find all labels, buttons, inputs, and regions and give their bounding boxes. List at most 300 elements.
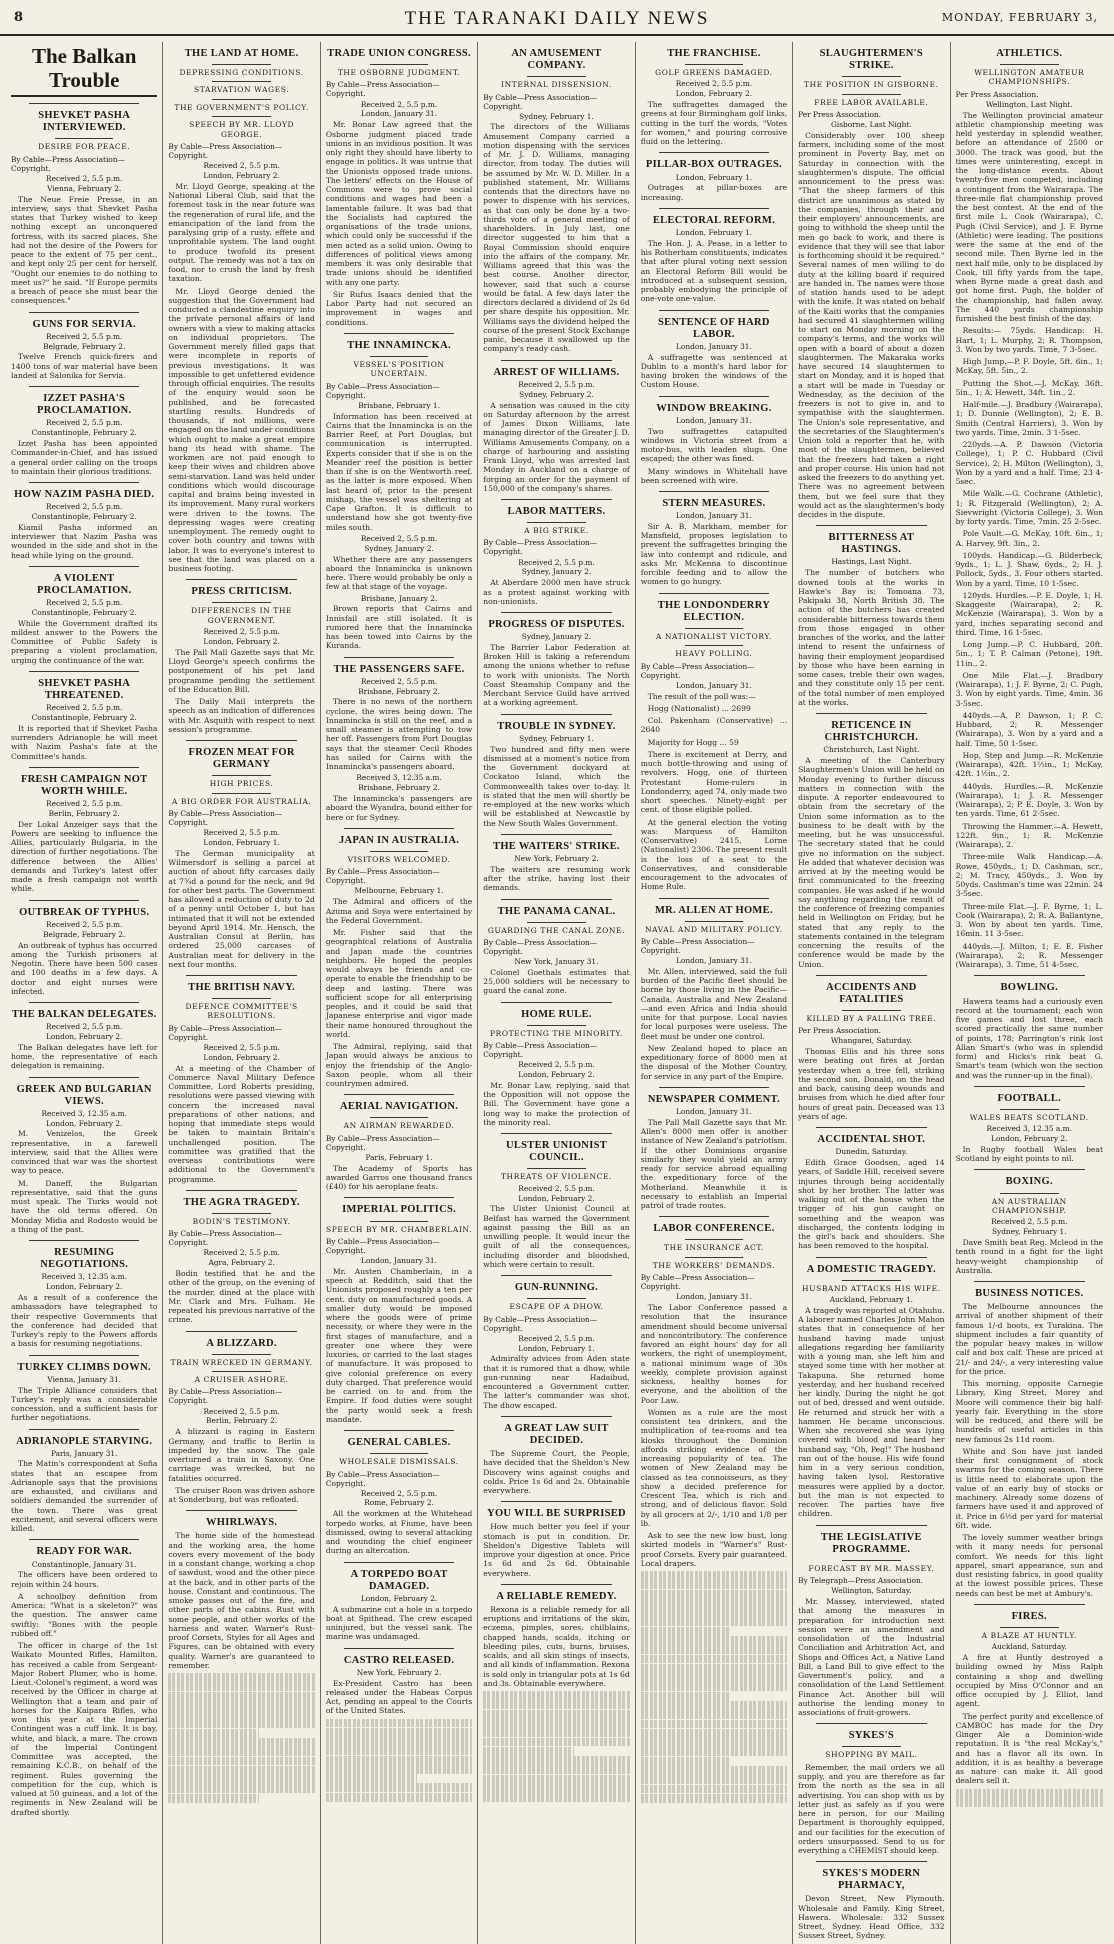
article-subheading: BODIN'S TESTIMONY. (192, 1216, 291, 1226)
article-dateline: Sydney, February 1. (519, 111, 594, 121)
subhead-rule (370, 851, 428, 852)
article-headline: MR. ALLEN AT HOME. (654, 904, 773, 916)
article-headline: THE BALKAN DELEGATES. (11, 1009, 157, 1021)
article-paragraph: 440yds.—A. P. Dawson, 1; P. C. Hubbard, 2; R. Messenger (Wairarapa), 3. Won by a yard and a half. Time, 50 1-5sec. (955, 710, 1103, 748)
article-paragraph: A suffragette was sentenced at Dublin to a month's hard labor for having broken the windows of the Custom House. (640, 352, 788, 390)
article-paragraph: The Triple Alliance considers that Turkey's reply was a considerable concession, and a sufficient basis for further negotiations. (11, 1385, 158, 1423)
section-rule (344, 333, 454, 334)
type-texture-line (326, 1774, 417, 1783)
section-rule (659, 310, 769, 311)
article-subheading: WHOLESALE DISMISSALS. (339, 1457, 459, 1467)
article-paragraph: Long Jump.—P. C. Hubbard, 20ft. 5in., 1; T. P. Calman (Petone), 19ft. 11in., 2. (955, 640, 1103, 668)
article-paragraph: There is no news of the northern cyclone, the wires being down. The Innamincka is still on the reef, and a small steamer is attempting to tow her off. Passengers from Port Douglas says that the steamer Cecil Rhodes has sailed for Cairns with the Innamincka's passengers aboard. (325, 697, 473, 772)
subhead-rule (527, 1025, 585, 1026)
article-paragraph: In Rugby football Wales beat Scotland by eight points to nil. (955, 1144, 1103, 1164)
article-paragraph: Thomas Ellis and his three sons were beating out fires at Jordan yesterday when a tree fell, striking the second son, Donald, on the head and back, causing deep wounds and bruises from which he died after four hours of great pain. Deceased was 13 years of age. (798, 1047, 945, 1121)
article-headline: LABOR CONFERENCE. (653, 1223, 775, 1235)
article-paragraph: Mr. Austen Chamberlain, in a speech at Redditch, said that the Unionists proposed roughly a ten per cent. duty on manufactured goods. A smaller duty would be imposed where the goods were of prime necessity, or where they were in the first stages of manufacture, and a greater one where they were luxuries, or carried to the last stages of manufacture. It was proposed to give colonial preference on every duty charged. That preference would be carried on to and from the Empire. If food duties were sought the party would seek a fresh mandate. (325, 1266, 473, 1424)
article-paragraph: Mr. Allen, interviewed, said the full burden of the Pacific fleet should be borne by those living in the Pacific—Canada, Australia and New Zealand—and even Africa and India should unite for that purpose. Local navies for local purposes were useless. The fleet must be under one control. (640, 966, 788, 1041)
article-paragraph: While the Government drafted its mildest answer to the Powers the Committee of Public Safety is preparing a violent proclamation, urging the continuance of the war. (11, 618, 158, 665)
article-byline: By Cable—Press Association—Copyright. (325, 80, 440, 99)
article-headline: IZZET PASHA'S PROCLAMATION. (37, 393, 132, 417)
received-time: Received 2, 5.5 p.m. (46, 502, 123, 512)
article-headline: A DOMESTIC TRAGEDY. (806, 1263, 936, 1275)
article-paragraph: 440yds.—J. Milton, 1; E. E. Fisher (Wairarapa), 2; R. Messenger (Wairarapa), 3. Time, 51 4-5sec. (955, 941, 1103, 970)
article-dateline: Brisbane, February 2. (358, 783, 440, 793)
article-paragraph: The German municipality at Wilmersdorf is selling a parcel at auction of about fifty carcases daily at 7¾d a pound for the neck, and 9d for other best parts. The Government has allowed a reduction of duty to 2d of a penny until October 1, but has intimated that it will not be extended beyond April 1914. Mr. Hensch, the Australian Consul at Berlin, has ordered 25,000 carcases of Australian meat for delivery in the next four months. (168, 848, 315, 969)
article-subheading: INTERNAL DISSENSION. (501, 80, 612, 90)
article-headline: PRESS CRITICISM. (191, 586, 292, 598)
received-time: Received 3, 12.35 a.m. (986, 1124, 1073, 1134)
article-dateline: Constantinople, February 2. (31, 428, 137, 438)
article-paragraph: The officers have been ordered to rejoin within 24 hours. (11, 1570, 158, 1589)
article-subheading: THE INSURANCE ACT. (663, 1243, 764, 1253)
type-texture-line (641, 1664, 787, 1673)
article-subheading: THE OSBORNE JUDGMENT. (337, 68, 461, 78)
article-dateline: London, February 2. (675, 89, 753, 99)
type-texture-line (641, 1794, 787, 1803)
news-article (956, 1169, 1103, 1275)
article-paragraph: 120yds. Hurdles.—P. E. Doyle, 1; H. Skaggeste (Wairarapa), 2; R. McKenzie (Wairarapa), 3. Won by a yard, inches separating second and third. Time, 16 1-5sec. (955, 590, 1103, 637)
article-subheading: THREATS OF VIOLENCE. (500, 1172, 613, 1182)
subhead-rule (212, 99, 270, 100)
type-texture-line (641, 1571, 787, 1580)
article-byline: By Cable—Press Association—Copyright. (168, 1387, 283, 1406)
article-dateline: London, February 1. (203, 837, 280, 847)
news-article (641, 1408, 787, 1568)
news-article (11, 312, 157, 381)
article-paragraph: Der Lokal Anzeiger says that the Powers are seeking to influence the Allies, particularly Bulgaria, in the direction of further negotiations. The difference between the Allies' demands and Turkey's latest offer made a fresh campaign not worth while. (11, 819, 158, 894)
article-headline: THE AGRA TRAGEDY. (183, 1196, 300, 1208)
news-article (11, 566, 157, 665)
type-texture-line (641, 1608, 787, 1617)
news-article (326, 595, 472, 651)
article-byline: By Cable—Press Association—Copyright. (483, 538, 598, 557)
type-texture-line (641, 1775, 787, 1784)
section-rule (501, 612, 611, 613)
article-paragraph: Whether there are any passengers aboard the Innamincka is unknown here. There would probably be only a few at that stage of the voyage. (325, 554, 473, 592)
article-dateline: New York, February 2. (514, 853, 599, 863)
article-paragraph: The lovely summer weather brings with it many needs for personal comfort. We needs for this light apparel, smart appearance, sun and dust resisting fabrics, in good quality at the lowest possible prices. These needs can best be met at Ambury's. (955, 1533, 1103, 1598)
type-texture-line (483, 1700, 629, 1709)
news-article (483, 714, 629, 828)
article-subheading: A BIG STRIKE. (524, 526, 589, 536)
section-rule (659, 593, 769, 594)
subhead-rule (212, 1371, 270, 1372)
article-headline: ADRIANOPLE STARVING. (16, 1435, 153, 1447)
section-rule (974, 975, 1085, 976)
article-headline: PROGRESS OF DISPUTES. (488, 619, 625, 630)
article-dateline: Sydney, February 1. (991, 1227, 1067, 1237)
news-article (168, 740, 314, 969)
type-texture-line (641, 1636, 787, 1645)
article-subheading: FREE LABOR AVAILABLE. (814, 97, 929, 107)
article-paragraph: The Innamincka's passengers are aboard the Wyandra, bound either for here or for Sydney. (325, 794, 473, 822)
news-article (11, 103, 157, 305)
article-paragraph: Mr. Bonar Law, replying, said that the Opposition will not oppose the Bill. The Government have gone a long way to make the protection of the minority real. (483, 1080, 630, 1127)
news-article (483, 1002, 629, 1128)
article-paragraph: 220yds.—A. P. Dawson (Victoria College), 1; P. C. Hubbard (Civil Service), 2; H. Milton (Wellington), 3. Won by a yard and a half. Time, 23 4-5sec. (955, 440, 1103, 487)
article-dateline: Melbourne, February 1. (354, 886, 444, 896)
news-article (483, 1133, 629, 1269)
article-headline: SHEVKET PASHA INTERVIEWED. (38, 110, 131, 134)
article-paragraph: Admiralty advices from Aden state that it is rumored that a dhow, while gun-running near Hadaibud, encountered a Government cutter. The latter's commander was shot. The dhow escaped. (483, 1354, 630, 1410)
article-headline: THE BRITISH NAVY. (188, 982, 296, 993)
type-texture-line (483, 1738, 629, 1747)
article-headline: ACCIDENTS AND FATALITIES (826, 981, 917, 1005)
article-paragraph: At a meeting of the Chamber of Commerce Naval Military Defence Committee, Lord Roberts presiding, resolutions were passed viewing with concern the increased naval preparations of other nations, and hoping that immediate steps would be taken to maintain Britain's unchallenged position. The committee was gratified that the overseas contributions were additional to the Government's programme. (168, 1063, 315, 1184)
article-subheading: AN AUSTRALIAN CHAMPIONSHIP. (991, 1196, 1067, 1215)
article-dateline: London, January 31. (675, 680, 752, 690)
article-headline: GREEK AND BULGARIAN VIEWS. (16, 1083, 152, 1107)
type-texture-line (641, 1720, 787, 1729)
type-texture-line (641, 1655, 787, 1664)
article-dateline: Paris, January 31. (50, 1448, 118, 1458)
article-byline: By Cable—Press Association—Copyright. (11, 154, 125, 173)
received-time: Received 2, 5.5 p.m. (203, 1042, 280, 1052)
section-rule (501, 499, 611, 500)
news-article (483, 834, 629, 893)
article-headline: THE PASSENGERS SAFE. (333, 663, 465, 675)
news-article (483, 1416, 629, 1495)
subhead-rule (842, 94, 900, 95)
article-dateline: Belgrade, February 2. (43, 929, 126, 939)
article-paragraph: Mr. Lloyd George, speaking at the National Liberal Club, said that the foremost task in the near future was the regeneration of rural life, and the emancipation of the land from the paralysing grip of a rusty, effete and unprofitable system. The land ought to produce twofold its present output. The remedy was not a tax on food, nor to crush the land by fresh taxation. (168, 181, 315, 284)
article-dateline: New York, February 2. (356, 1667, 442, 1677)
section-rule (186, 1510, 296, 1511)
section-rule (501, 714, 611, 715)
section-rule (501, 1275, 611, 1276)
type-texture-line (641, 1692, 732, 1701)
news-article (168, 975, 314, 1184)
article-paragraph: Information has been received at Cairns that the Innamincka is on the Barrier Reef, at Port Douglas, but communication is interrupted. Experts consider that if she is on the Meander reef the position is better than if she is on the Wentworth reef, as the latter is more exposed. When last heard of, prior to the present mishap, the vessel was sheltering at Cape Grafton. It is difficult to understand how she got twenty-five miles south. (325, 411, 473, 532)
section-rule (29, 103, 139, 104)
section-rule (29, 566, 139, 567)
article-headline: THE LEGISLATIVE PROGRAMME. (820, 1531, 922, 1555)
type-texture-line (956, 1798, 1103, 1807)
news-article (641, 310, 787, 390)
article-dateline: Belgrade, February 2. (43, 341, 126, 351)
article-headline: THE LONDONDERRY ELECTION. (657, 599, 771, 623)
article-dateline: London, February 2. (991, 1134, 1068, 1144)
article-dateline: Sydney, January 2. (521, 567, 592, 577)
article-dateline: London, January 31. (675, 1292, 752, 1302)
article-dateline: London, January 31. (361, 109, 437, 119)
article-paragraph: Half-mile.—J. Bradbury (Wairarapa), 1; D. Dunnie (Wellington), 2; E. B. Smith (Central Harriers), 3. Won by two yards. Time, 2min. 3 1-5sec. (955, 400, 1103, 437)
article-paragraph: Considerably over 100 sheep farmers, including some of the most prominent in Poverty Bay, met on Saturday in connection with the slaughtermen's dispute. The official announcement to the press was: "That the sheep farmers of this district are unanimous as stated by the companies, through their and their employers' announcements, are going to withhold the sheep until the men go back to work, and there is evidence that they will see that labor is forthcoming should it be required." Several names of men willing to do duty at the killing board if required are handed in. The names were those of station hands used to be adept with the knife. It was stated on behalf of the Kaiti works that the companies had secured 41 slaughtermen willing to start on Monday morning on the company's terms, and the works will open with a board of about a dozen slaughtermen. The Makaraka works have secured 14 slaughtermen to start on Monday, and it is hoped that a start will be made in Tuesday or Wednesday, as the decision of the freezers is not to give in, and to sympathise with the slaughtermen. The Union's sole representative, and the secretaries of the Slaughtermen's Union told a reporter that he, with most of the slaughtermen, believed that the freezers had taken a right and proper course. His union had not asked the freezers to do anything yet. There was no agreement between them, but we feel sure that they would act as the slaughtermen's body decides in the dispute. (798, 130, 945, 520)
news-article (798, 1861, 944, 1940)
article-byline: By Cable—Press Association—Copyright. (483, 1314, 598, 1333)
article-dateline: Paris, February 1. (365, 1152, 433, 1162)
subhead-rule (842, 76, 900, 77)
article-headline: NEWSPAPER COMMENT. (647, 1093, 781, 1105)
article-paragraph: The Academy of Sports has awarded Garros one thousand francs (£40) for his aeroplane feats. (325, 1163, 473, 1192)
article-paragraph: The Admiral and officers of the Azuma and Soya were entertained by the Federal Government. (325, 897, 473, 925)
section-rule (29, 900, 139, 901)
type-texture-line (483, 1710, 629, 1719)
article-dateline: London, January 31. (675, 956, 752, 965)
page-header (0, 0, 1114, 36)
section-rule (816, 975, 926, 976)
received-time: Received 2, 5.5 p.m. (46, 1022, 123, 1032)
type-texture-line (168, 1757, 314, 1766)
article-headline: TURKEY CLIMBS DOWN. (17, 1361, 151, 1373)
column-6 (793, 42, 950, 1944)
article-paragraph: Twelve French quick-firers and 1400 tons of war material have been landed at Salonika for Servia. (11, 352, 158, 380)
type-texture-line (483, 1728, 629, 1737)
article-headline: IMPERIAL POLITICS. (342, 1204, 457, 1216)
section-rule (659, 491, 769, 492)
article-headline: LABOR MATTERS. (507, 506, 606, 517)
news-article (11, 1592, 157, 1817)
article-headline: RETICENCE IN CHRISTCHURCH. (824, 720, 919, 744)
article-paragraph: Devon Street, New Plymouth. Wholesale and Family. King Street, Hawera. Wholesale: 332 Sussex Street, Sydney. Head Office, 332 Sussex Street, Sydney. (798, 1894, 945, 1941)
type-texture-line (168, 1766, 314, 1775)
article-subheading: DIFFERENCES IN THE GOVERNMENT. (191, 606, 293, 625)
subhead-rule (685, 64, 743, 65)
section-rule (816, 525, 926, 526)
news-article (326, 48, 472, 327)
article-paragraph: The perfect purity and excellence of CAMBOC has made for the Dry Ginger Ale a Dominion-wide reputation. It is "the real McKay's," and has a flavor all its own. In addition, it is as healthy a beverage as nature can make it. All good dealers sell it. (955, 1711, 1103, 1786)
article-subheading: GOLF GREENS DAMAGED. (655, 68, 773, 78)
article-paragraph: Kiamil Pasha informed an interviewer that Nazim Pasha was wounded in the side and shot in the head while lying on the ground. (11, 522, 158, 560)
article-dateline: Constantinople, February 2. (31, 511, 137, 521)
article-byline: By Cable—Press Association—Copyright. (325, 381, 440, 400)
received-time: Received 2, 5.5 p.m. (203, 1248, 280, 1258)
received-time: Received 2, 5.5 p.m. (203, 1406, 280, 1416)
article-paragraph: A meeting of the Canterbury Slaughtermen's Union will be held on Monday evening to further discuss matters in connection with the dispute. A reporter endeavoured to obtain from the secretary of the Union some information as to the business to be dealt with by the meeting, but he was unsuccessful. The secretary stated that he could give no information on the subject. He added that whatever decision was arrived at by the meeting would be first communicated to the freezing companies. He was asked if he would say anything regarding the result of the conference of freezing companies held in Wellington on Friday, but he stated that any reply to the statements contained in the telegram concerning the results of the conference would be made by the Union. (798, 756, 945, 969)
section-rule (344, 1648, 454, 1649)
article-headline: TROUBLE IN SYDNEY. (497, 720, 616, 732)
article-paragraph: The waiters are resuming work after the strike, having lost their demands. (483, 864, 630, 893)
article-byline: By Cable—Press Association—Copyright. (325, 1236, 440, 1255)
article-headline: STERN MEASURES. (662, 498, 766, 509)
article-dateline: Christchurch, Last Night. (823, 745, 920, 755)
article-byline: By Cable—Press Association—Copyright. (168, 808, 283, 827)
news-article (641, 48, 787, 146)
article-headline: BITTERNESS AT HASTINGS. (828, 532, 915, 556)
section-rule (659, 208, 769, 209)
news-article (641, 208, 787, 304)
article-headline: ELECTORAL REFORM. (652, 214, 776, 226)
article-dateline: Auckland, February 1. (829, 1295, 913, 1305)
news-article (483, 899, 629, 996)
news-article (483, 499, 629, 606)
news-article (798, 1525, 944, 1718)
article-headline: BOXING. (1005, 1176, 1053, 1188)
news-article (11, 1077, 157, 1235)
article-paragraph: The result of the poll was:— (647, 691, 756, 701)
article-paragraph: The Labor Conference passed a resolution that the insurance amendment should become universal and noncontributory. The conference favored an eight hours' day for all workers, the right of unemployment, a national minimum wage of 30s weekly, complete provision against sickness, healthy homes for everyone, and the abolition of the Poor Law. (640, 1303, 788, 1405)
article-dateline: Vienna, February 2. (47, 183, 122, 193)
article-headline: ATHLETICS. (996, 48, 1063, 59)
article-paragraph: The home side of the homestead and the working area, the home covers every movement of the body in a constant change, working a chop of sawdust, wood and the other piece at the back, and in other parts of the house. Constant and continuous. The smoke passes out of the fire, and other parts of the cabins. Rust with some people, and other works of the harness and water. Warner's Rust-proof Corsets, Styles for all Ages and Figures, can be obtained with every quality. Warner's are guaranteed to remember. (168, 1531, 315, 1670)
type-texture-line (168, 1701, 314, 1710)
type-texture-line (168, 1794, 259, 1803)
received-time: Received 2, 5.5 p.m. (46, 173, 123, 183)
type-texture-line (483, 1765, 629, 1774)
news-article (798, 1723, 944, 1855)
section-rule (344, 1562, 454, 1563)
article-paragraph: M. Venizelos, the Greek representative, in a farewell interview, said that the Allies were convinced that war was the shortest way to peace. (11, 1129, 158, 1176)
section-rule (501, 1501, 611, 1502)
news-article (11, 1539, 157, 1588)
article-dateline: London, February 2. (46, 1118, 123, 1128)
type-texture-line (641, 1785, 787, 1794)
news-article (798, 1257, 944, 1519)
section-rule (186, 1190, 296, 1191)
news-article (798, 975, 944, 1121)
article-dateline: New York, January 31. (514, 957, 599, 967)
article-headline: A TORPEDO BOAT DAMAGED. (350, 1568, 448, 1592)
article-paragraph: The Neue Freie Presse, in an interview, says that Shevket Pasha states that Turkey wished to keep nothing except an unconquered fortress, with its sacred places. She had not the desire of the Powers for peace to the extent of 75 per cent., and kept only 25 per cent for herself. "Ought our enemies to do nothing to meet us?" he said. "If Europe permits a breach of peace she must bear the consequences." (11, 194, 158, 306)
type-texture-line (326, 1756, 472, 1765)
article-dateline: Rome, February 2. (364, 1498, 434, 1508)
subhead-rule (842, 1010, 900, 1011)
article-paragraph: A schoolboy definition from America: "What is a skeleton?" was the question. The answer came swiftly: "Bones with the people rubbed off." (11, 1591, 158, 1638)
type-texture-line (168, 1738, 314, 1747)
subhead-rule (685, 921, 743, 922)
article-dateline: Sydney, February 2. (519, 389, 594, 399)
article-paragraph: Izzet Pasha has been appointed Commander-in-Chief, and has issued a general order calling on the troops to maintain their glorious traditions. (11, 439, 158, 476)
section-rule (659, 396, 769, 397)
section-rule (501, 1584, 611, 1585)
article-headline: AERIAL NAVIGATION. (339, 1101, 459, 1113)
section-rule (29, 386, 139, 387)
type-texture-line (641, 1599, 787, 1608)
received-time: Received 2, 5.5 p.m. (518, 379, 595, 389)
article-byline: By Cable—Press Association—Copyright. (640, 936, 755, 955)
section-rule (816, 713, 926, 714)
column-2 (163, 42, 320, 1944)
article-headline: SLAUGHTERMEN'S STRIKE. (819, 48, 924, 72)
article-byline: By Cable—Press Association—Copyright. (640, 1273, 755, 1292)
article-byline: By Cable—Press Association—Copyright. (168, 1023, 283, 1042)
article-subheading: SPEECH BY MR. CHAMBERLAIN. (326, 1224, 473, 1234)
article-paragraph: High Jump.—P. F. Doyle, 5ft. 6in., 1; McKay, 5ft. 5in., 2. (955, 357, 1103, 376)
received-time: Received 2, 5.5 p.m. (203, 161, 280, 170)
article-subheading: DEPRESSING CONDITIONS. (179, 68, 304, 78)
section-rule (816, 1525, 926, 1526)
article-paragraph: At Aberdare 2000 men have struck as a protest against working with non-unionists. (483, 578, 630, 606)
section-rule (344, 1197, 454, 1198)
section-rule (816, 1723, 926, 1724)
section-rule (816, 1257, 926, 1258)
article-headline: WHIRLWAYS. (205, 1517, 278, 1529)
article-headline: FOOTBALL. (997, 1092, 1062, 1104)
article-headline: FIRES. (1011, 1610, 1047, 1622)
news-article (11, 386, 157, 476)
article-headline: GUN-RUNNING. (514, 1282, 599, 1294)
article-headline: ULSTER UNIONIST COUNCIL. (505, 1140, 608, 1164)
article-headline: THE LAND AT HOME. (184, 48, 299, 59)
article-paragraph: Sir Rufus Isaacs denied that the Labor Party had not secured an improvement in wages and conditions. (325, 289, 473, 327)
news-article (956, 1281, 1103, 1598)
type-texture-line (326, 1783, 472, 1792)
article-subheading: STARVATION WAGES. (194, 85, 290, 95)
article-dateline: London, February 1. (518, 1343, 595, 1353)
subhead-rule (212, 793, 270, 794)
news-article (798, 713, 944, 969)
type-texture-line (641, 1682, 787, 1691)
article-paragraph: Sir A. B. Markham, member for Mansfield, proposes legislation to prevent the suffragettes bringing the law into contempt and ridicule, and asks Mr. McKenna to discontinue forcible feeding and to allow the women to go hungry. (640, 521, 788, 587)
type-texture-line (956, 1789, 1103, 1798)
article-paragraph: The Matin's correspondent at Sofia states that an escapee from Adrianople says that the provisions are exhausted, and civilians and soldiers demanded the surrender of the town. There was great excitement, and several officers were killed. (11, 1459, 158, 1534)
article-paragraph: Bodin testified that he and the other of the group, on the evening of the murder, dined at the place with Mr. Clark and Mrs. Fulham. He repeated his previous narrative of the crime. (168, 1269, 315, 1325)
article-headline: THE INNAMINCKA. (347, 339, 451, 351)
type-texture-line (483, 1719, 629, 1728)
type-texture-line (168, 1747, 314, 1756)
news-article (798, 525, 944, 707)
news-article (326, 1430, 472, 1556)
news-article (168, 1190, 314, 1325)
section-rule (659, 152, 769, 153)
news-article (168, 1331, 314, 1505)
type-texture-line (326, 1737, 472, 1746)
subhead-rule (370, 1221, 428, 1222)
article-paragraph: The Ulster Unionist Council at Belfast has warned the Government against passing the Bill as an unwilling people. It would incur the guilt of all the consequences, including disorder and bloodshed, which were certain to result. (483, 1204, 630, 1269)
news-article (641, 152, 787, 201)
subhead-rule (685, 1257, 743, 1258)
type-texture-line (326, 1719, 472, 1728)
article-headline: A RELIABLE REMEDY. (496, 1590, 617, 1602)
news-article (641, 898, 787, 1081)
article-subheading: TRAIN WRECKED IN GERMANY. (170, 1357, 313, 1367)
article-paragraph: 100yds. Handicap.—G. Bilderbeck, 9yds., 1; L. J. Shaw, 6yds., 2; H. J. Pollock, 5yds., 3. Four others started. Won by a yard. Time, 10 1-5sec. (955, 550, 1103, 588)
type-texture-line (641, 1673, 787, 1682)
article-dateline: Agra, February 2. (208, 1258, 275, 1268)
article-dateline: Sydney, January 2. (521, 632, 592, 642)
article-paragraph: Dave Smith beat Reg. Mcleod in the tenth round in a fight for the light heavy-weight championship of Australia. (955, 1238, 1103, 1275)
received-time: Received 3, 12.35 a.m. (41, 1272, 127, 1282)
article-headline: SHEVKET PASHA THREATENED. (38, 677, 131, 702)
section-rule (186, 740, 296, 741)
article-paragraph: Brown reports that Cairns and Innisfail are still isolated. It is rumored here that the Innamincka has been towed into Cairns by the Kuranda. (325, 604, 473, 651)
article-subheading: DEFENCE COMMITTEE'S RESOLUTIONS. (185, 1002, 298, 1021)
news-article (326, 1197, 472, 1424)
section-rule (29, 1355, 139, 1356)
article-byline: By Cable—Press Association—Copyright. (640, 661, 755, 680)
article-paragraph: The Daily Mail interprets the speech as an indication of differences with Mr. Asquith with respect to next session's programme. (168, 697, 315, 734)
section-rule (186, 1331, 296, 1332)
type-texture-line (641, 1729, 787, 1738)
subhead-rule (527, 922, 585, 923)
article-paragraph: Mr. Lloyd George denied the suggestion that the Government had conducted a clandestine enquiry into the private personal affairs of land owners with a view to making attacks on individual proprietors. The Government merely filled gaps that were incomplete in reports of previous investigations. It was impossible to get unfettered evidence through official enquiries. The results of the enquiry would soon be published, and be forecasted startling results. Hundreds of thousands, if not millions, were engaged on the land under conditions which ought to make a great empire hang its head with shame. The workmen are not paid enough to keep their wives and children above semi-starvation. Land was held under conditions which would discourage capital and brains being invested in its improvement. Many rural workers were driven to the towns. The depressing wages were creating unemployment. The remedy ought to cover both country and towns with labor. It was to everyone's interest to see that the land was placed on a business footing. (168, 286, 315, 573)
article-paragraph: Outrages at pillar-boxes are increasing. (640, 183, 788, 202)
article-headline: PILLAR-BOX OUTRAGES. (645, 159, 782, 171)
subhead-rule (212, 1354, 270, 1355)
column-3 (321, 42, 478, 1944)
type-texture-line (168, 1710, 314, 1719)
article-dateline: Wellington, Last Night. (985, 99, 1073, 109)
section-rule (501, 1002, 611, 1003)
received-time: Received 2, 5.5 p.m. (360, 1488, 438, 1498)
column-5 (636, 42, 793, 1944)
newspaper-masthead: THE TARANAKI DAILY NEWS (404, 8, 710, 29)
received-time: Received 2, 5.5 p.m. (518, 1060, 595, 1070)
article-dateline: Brisbane, February 1. (358, 400, 440, 410)
news-article (11, 1355, 157, 1423)
article-paragraph: Colonel Goethals estimates that 25,000 soldiers will be necessary to guard the canal zone. (483, 967, 630, 996)
article-subheading: KILLED BY A FALLING TREE. (806, 1013, 937, 1023)
article-dateline: London, February 2. (46, 1282, 123, 1292)
article-dateline: London, February 2. (203, 636, 280, 646)
news-article (483, 612, 629, 708)
article-subheading: A NATIONALIST VICTORY. (655, 631, 773, 641)
article-dateline: Dunedin, Saturday. (835, 1147, 908, 1157)
article-paragraph: Three-mile Walk Handicap.—A. Rowe, 450yds., 1; D. Cashman, scr., 2; M. Tracy, 450yds., 3. Won by 50yds. Cashman's time was 22min. 24 3-5sec. (955, 852, 1103, 899)
received-time: Received 2, 5.5 p.m. (46, 331, 123, 341)
